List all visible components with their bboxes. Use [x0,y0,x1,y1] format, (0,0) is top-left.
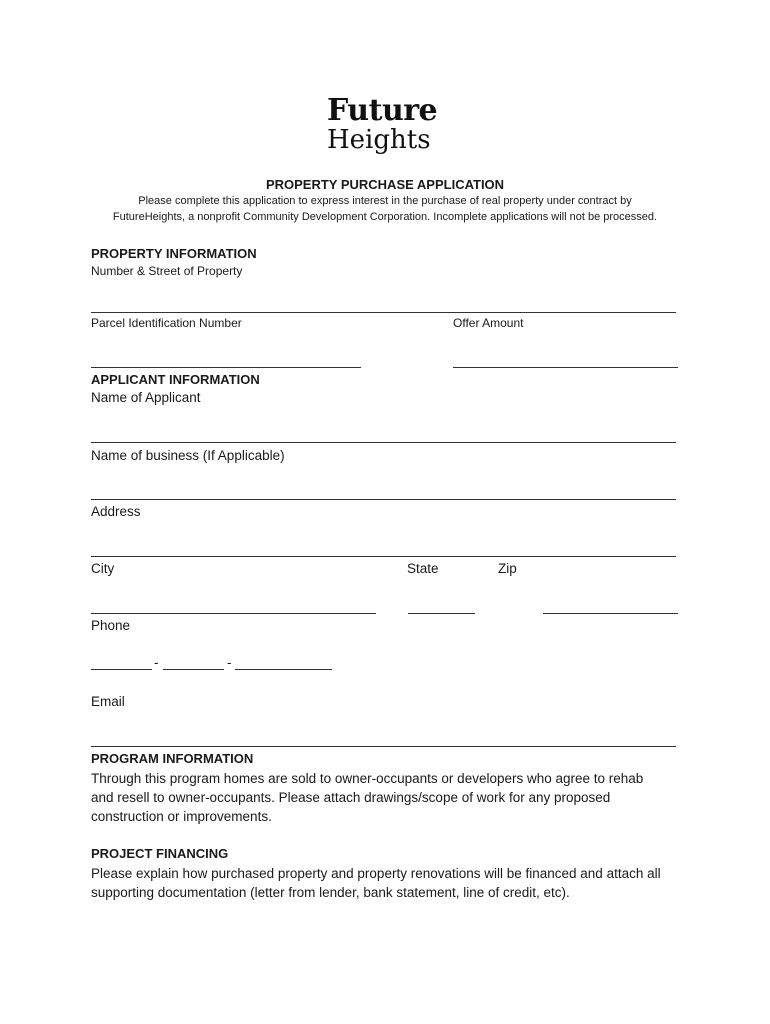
parcel-field[interactable] [91,367,361,368]
parcel-label: Parcel Identification Number [91,316,242,330]
intro-line-2: FutureHeights, a nonprofit Community Development Corporation. Incomplete applications will not be processed. [112,211,658,223]
zip-label: Zip [498,561,517,576]
city-field[interactable] [91,613,376,614]
program-text-line-3: construction or improvements. [91,809,272,824]
financing-text-line-2: supporting documentation (letter from lender, bank statement, line of credit, etc). [91,885,570,900]
logo-line-heights: Heights [327,125,431,155]
business-field[interactable] [91,499,676,500]
address-label: Address [91,504,141,519]
phone-label: Phone [91,618,131,633]
state-label: State [407,561,439,576]
offer-field[interactable] [453,367,678,368]
program-section-heading: PROGRAM INFORMATION [91,751,254,766]
street-label: Number & Street of Property [91,264,243,278]
intro-line-1: Please complete this application to express interest in the purchase of real property under contract by [138,195,632,207]
phone-separator: - [154,655,159,670]
financing-text-line-1: Please explain how purchased property and property renovations will be financed and attach all [91,866,661,881]
street-field[interactable] [91,312,676,313]
phone-prefix-field[interactable] [163,669,224,670]
phone-separator: - [227,655,232,670]
address-field[interactable] [91,556,676,557]
business-label: Name of business (If Applicable) [91,448,285,463]
email-label: Email [91,694,125,709]
program-text-line-1: Through this program homes are sold to owner-occupants or developers who agree to rehab [91,771,644,786]
program-text-line-2: and resell to owner-occupants. Please attach drawings/scope of work for any proposed [91,790,611,805]
applicant-name-label: Name of Applicant [91,390,201,405]
state-field[interactable] [408,613,475,614]
zip-field[interactable] [543,613,678,614]
logo [327,93,438,155]
page-title: PROPERTY PURCHASE APPLICATION [265,177,505,192]
logo-line-future: Future [327,93,438,128]
financing-section-heading: PROJECT FINANCING [91,846,229,861]
phone-area-field[interactable] [91,669,152,670]
applicant-section-heading: APPLICANT INFORMATION [91,372,260,387]
city-label: City [91,561,115,576]
property-section-heading: PROPERTY INFORMATION [91,246,257,261]
email-field[interactable] [91,746,676,747]
phone-line-field[interactable] [235,669,332,670]
offer-label: Offer Amount [453,316,524,330]
applicant-name-field[interactable] [91,442,676,443]
